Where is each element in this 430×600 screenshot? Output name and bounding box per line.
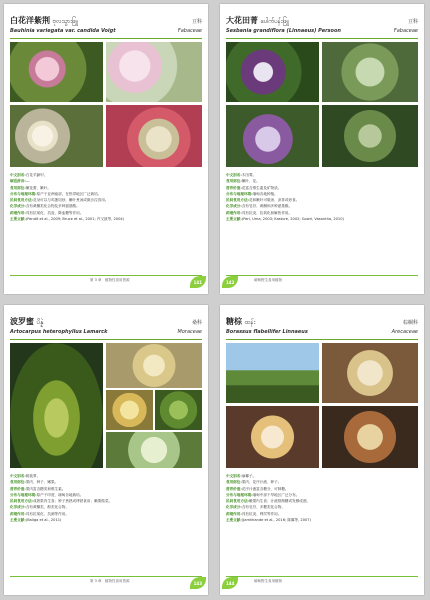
info-row: 分布与地理环境:缅甸各地种植。 [226,191,278,196]
info-row: 营养价值:花富含维生素及矿物质。 [226,185,282,190]
family-name-en: Arecaceae [391,329,418,335]
info-row: 主要文献:(Pandit et al., 2009; Bruce et al., 2001; 许又凯等, 2004) [10,217,125,222]
scientific-name: Bauhinia variegata var. candida Voigt [10,28,116,34]
footer-text: 缅甸野生食用植物 [254,579,282,583]
info-row: 食用部位:嫩花蕾、嫩叶。 [10,185,51,190]
book-page-1 [4,4,208,294]
book-page-2 [220,4,424,294]
info-row: 药理作用:具有抗氧化、抗炎、降血糖等作用。 [10,210,84,215]
page-footer [10,576,202,587]
info-row: 民间食用方法:成熟果肉生食；种子煮熟或烤熟食用；嫩果做菜。 [10,499,113,504]
book-page-3 [4,305,208,595]
info-row: 民间食用方法:花朵可以与鸡蛋同炒，嫩叶煮汤或做沙拉食用。 [10,198,109,203]
info-row: 民间食用方法:嫩果肉生食；汁液熬制糖或发酵成酒。 [226,499,311,504]
scientific-name: Artocarpus heterophyllus Lamarck [10,329,108,335]
page-number: 141 [193,280,202,285]
page-header [10,313,202,340]
info-row: 分布与地理环境:原产于亚洲南部，在热带地区广泛栽培。 [10,191,102,196]
market-photo [106,105,202,167]
cut-fruit-photo [226,406,319,468]
family-name: 豆科 [407,19,418,25]
book-page-4 [220,305,424,595]
footer-text: 第 3 章 植物性食用资源 [90,579,130,583]
info-row: 营养价值:果肉富含糖类和维生素。 [10,486,66,491]
palm-trees-photo [226,343,319,403]
page-title: 糖棕 ထန်း [226,316,256,326]
info-row: 化学成分:含有黄酮类、酚类化合物。 [10,505,69,510]
tree-photo [106,42,202,102]
info-row: 主要文献:(Baliga et al., 2011) [10,518,62,523]
info-row: 中文别名:树菠萝。 [10,474,41,478]
info-row: 药理作用:具有抗氧化、抗菌等作用。 [10,511,69,516]
info-row: 中文别名:白花羊蹄甲。 [10,173,48,177]
flower-photo [226,42,319,102]
footer-text: 缅甸野生食用植物 [254,278,282,282]
info-row: 中文别名:扇椰子。 [226,474,257,478]
family-name: 豆科 [191,19,202,25]
photo-grid [10,343,202,468]
info-row: 食用部位:果肉、花序汁液、种子。 [226,480,282,485]
info-row: 食用部位:嫩叶、花。 [226,179,260,184]
cut-fruit-photo [155,390,202,430]
page-title: 大花田菁 ပေါက်ပန်းဖြူ [226,15,289,25]
info-row: 民间食用方法:花和嫩叶可做汤、凉拌或炒食。 [226,198,300,203]
young-fruit-photo [106,432,202,468]
fruit-pulp-photo [106,390,153,430]
description-text [226,172,418,222]
scientific-name: Sesbania grandiflora (Linnaeus) Persoon [226,28,341,34]
blossom-photo [226,105,319,167]
info-row: 化学成分:含有皂苷、黄酮和多种氨基酸。 [226,204,293,209]
info-row: 食用部位:果肉、种子、嫩果。 [10,480,59,485]
seeds-photo [106,343,202,388]
page-number: 142 [226,280,235,285]
photo-grid [226,42,418,167]
page-number: 143 [193,581,202,586]
family-name-en: Moraceae [177,329,202,335]
info-row: 主要文献:(Jamkhande et al., 2016; 陈冀等, 2007) [226,518,311,523]
info-row: 分布与地理环境:缅甸中部干旱地区广泛分布。 [226,492,300,497]
page-header [226,313,418,340]
leaves-photo [322,105,418,167]
description-text [226,473,418,523]
buds-photo [10,105,103,167]
family-name-en: Fabaceae [177,28,202,34]
family-name: 棕榈科 [402,320,418,326]
footer-text: 第 3 章 植物性食用资源 [90,278,130,282]
scientific-name: Borassus flabellifer Linnaeus [226,329,308,335]
description-text [10,172,202,222]
page-title: 波罗蜜 ပိန္နဲ [10,316,44,326]
branch-photo [322,42,418,102]
info-row: 化学成分:含有黄酮类化合物及多种氨基酸。 [10,204,80,209]
info-row: 主要文献:(Pari, Uma, 2003; Kasture, 2002; Gowri, Vasantha, 2010) [226,217,344,222]
info-row: 营养价值:花序汁液富含糖分，可制糖。 [226,486,289,491]
flower-photo [10,42,103,102]
family-name: 桑科 [191,320,202,326]
family-name-en: Fabaceae [393,28,418,34]
info-row: 缅语拼音:— [10,179,30,184]
page-footer [10,275,202,286]
photo-grid [10,42,202,167]
page-header [226,12,418,39]
photo-grid [226,343,418,468]
description-text [10,473,202,523]
fruit-flesh-photo [322,343,418,403]
info-row: 药理作用:具有抗炎、抗氧化和解热作用。 [226,210,293,215]
page-footer [226,275,418,286]
palm-sugar-photo [322,406,418,468]
page-title: 白花洋紫荆 ဗုလသွားဖြူ [10,15,78,25]
info-row: 化学成分:含有皂苷、多糖类化合物。 [226,505,285,510]
fruit-tree-photo [10,343,103,468]
info-row: 中文别名:木田菁。 [226,173,257,177]
info-row: 药理作用:具有抗炎、利尿等作用。 [226,511,282,516]
page-header [10,12,202,39]
page-number: 144 [226,581,235,586]
page-footer [226,576,418,587]
info-row: 分布与地理环境:原产于印度，缅甸各地栽培。 [10,492,84,497]
